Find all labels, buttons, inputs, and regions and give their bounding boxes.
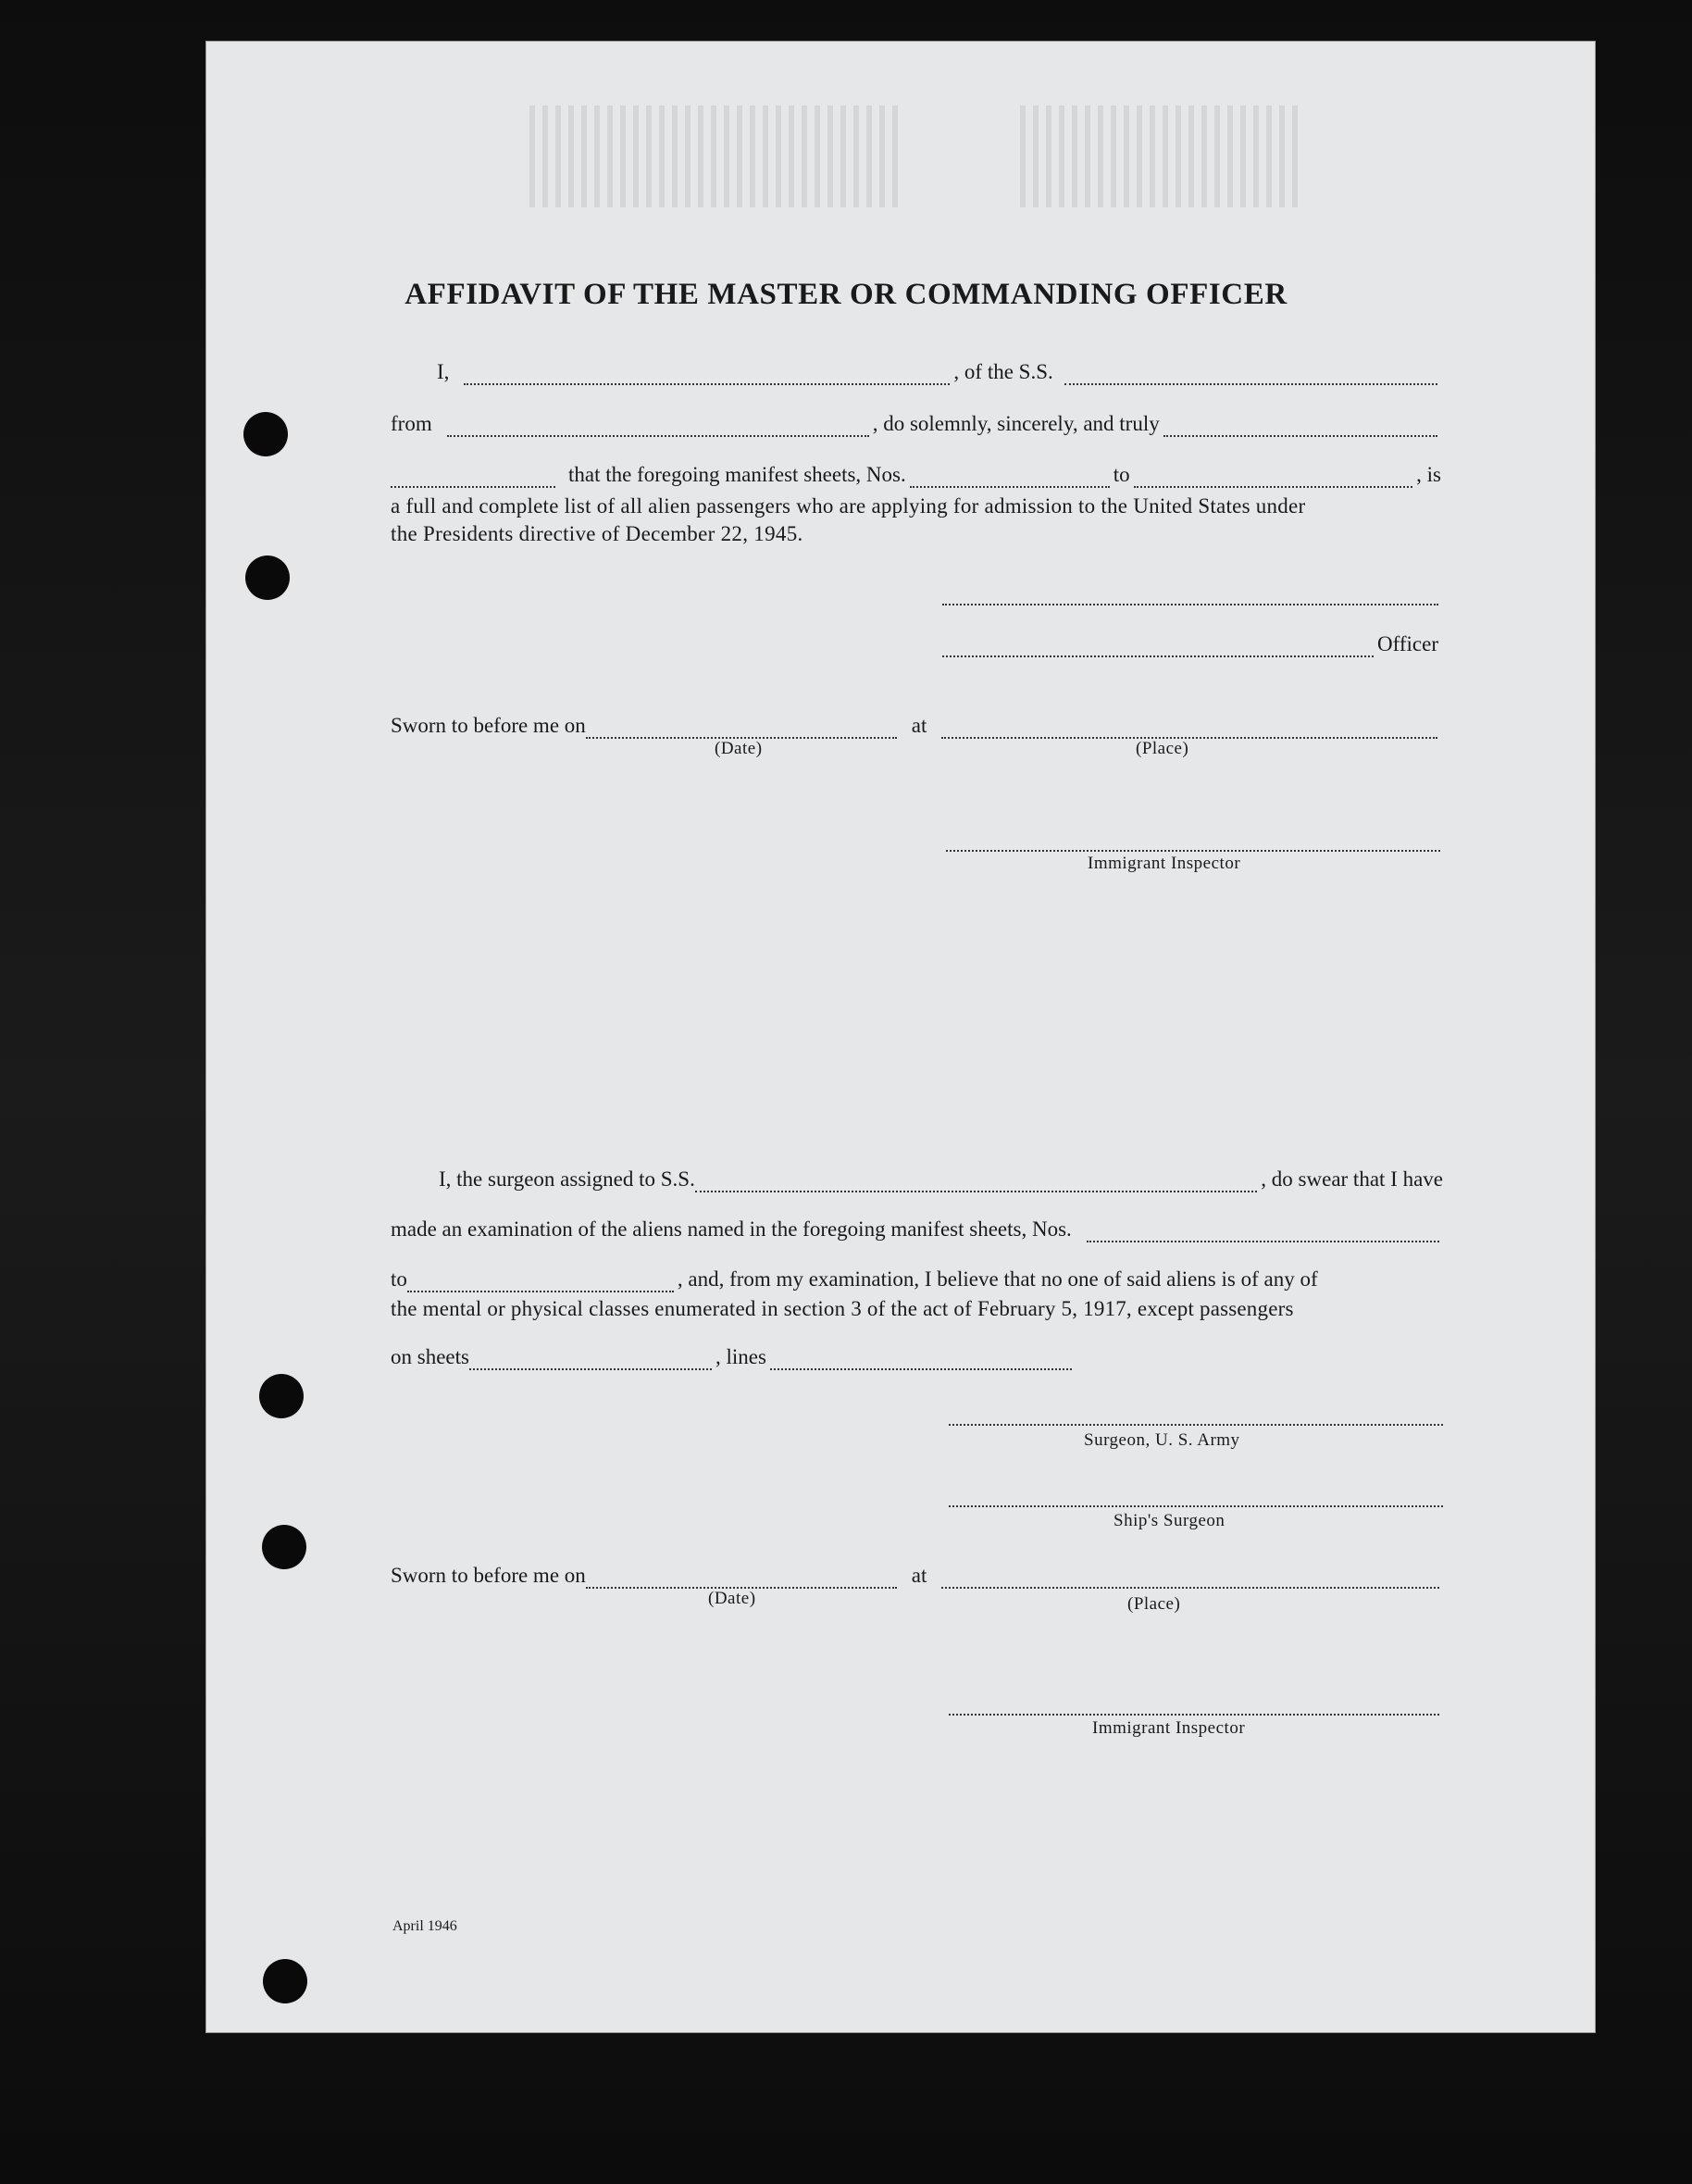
punch-hole — [262, 1525, 306, 1569]
sworn2-date-label: (Date) — [708, 1589, 756, 1608]
master-signature-line[interactable] — [942, 602, 1438, 605]
master-l2-from: from — [391, 412, 432, 435]
sworn1-date-label: (Date) — [715, 739, 763, 758]
oath-continued-field[interactable] — [391, 466, 555, 488]
ship-surgeon-label: Ship's Surgeon — [1113, 1511, 1225, 1530]
sworn1-at: at — [911, 714, 927, 737]
master-line-2 — [391, 411, 1441, 437]
inspector2-signature-line[interactable] — [949, 1712, 1439, 1716]
army-surgeon-label: Surgeon, U. S. Army — [1084, 1430, 1240, 1450]
master-l2-text: , do solemnly, sincerely, and truly — [872, 412, 1160, 435]
exception-sheets-field[interactable] — [469, 1348, 712, 1370]
sworn1-place-field[interactable] — [941, 717, 1437, 739]
surgeon-line-2 — [391, 1217, 1443, 1242]
inspector2-label: Immigrant Inspector — [1092, 1718, 1246, 1738]
master-l3-to: to — [1113, 463, 1130, 486]
sworn2-prefix: Sworn to before me on — [391, 1564, 586, 1587]
sworn1-place-label: (Place) — [1136, 739, 1189, 758]
oath-field[interactable] — [1163, 415, 1437, 437]
master-l3-text: that the foregoing manifest sheets, Nos. — [568, 463, 906, 486]
sworn2-at: at — [911, 1564, 927, 1587]
punch-hole — [245, 555, 290, 600]
inspector1-label: Immigrant Inspector — [1088, 854, 1241, 873]
surgeon-sheets-to-field[interactable] — [407, 1270, 674, 1292]
punch-hole — [243, 412, 288, 456]
officer-line — [942, 631, 1438, 657]
sworn1-prefix: Sworn to before me on — [391, 714, 586, 737]
sworn-line-1 — [391, 713, 1441, 739]
faded-stamp — [1020, 106, 1298, 207]
sworn2-place-field[interactable] — [941, 1566, 1439, 1589]
master-l1-ss: , of the S.S. — [953, 360, 1053, 383]
surgeon-ship-field[interactable] — [695, 1170, 1257, 1192]
punch-hole — [259, 1374, 304, 1418]
officer-signature-field[interactable] — [942, 635, 1374, 657]
port-field[interactable] — [447, 415, 869, 437]
master-l1-prefix: I, — [437, 360, 450, 383]
master-l3-is: , is — [1416, 463, 1441, 486]
master-name-field[interactable] — [464, 363, 950, 385]
ship-name-field[interactable] — [1064, 363, 1437, 385]
form-sheet — [205, 41, 1596, 2033]
surgeon-l3-to: to — [391, 1267, 407, 1291]
inspector1-signature-line[interactable] — [946, 848, 1440, 852]
surgeon-line-3 — [391, 1267, 1443, 1292]
surgeon-l3-text: , and, from my examination, I believe that no one of said aliens is of any of — [677, 1267, 1318, 1291]
form-date-footer: April 1946 — [392, 1918, 457, 1934]
surgeon-line-5 — [391, 1344, 1076, 1370]
master-line-3 — [391, 462, 1441, 488]
surgeon-l5-prefix: on sheets — [391, 1345, 469, 1368]
surgeon-l1-suffix: , do swear that I have — [1261, 1167, 1443, 1191]
faded-stamp — [529, 106, 900, 207]
ship-surgeon-signature-line[interactable] — [949, 1504, 1443, 1507]
surgeon-l1-prefix: I, the surgeon assigned to S.S. — [439, 1167, 695, 1191]
master-line-1 — [437, 359, 1441, 385]
exception-lines-field[interactable] — [770, 1348, 1072, 1370]
surgeon-l2-text: made an examination of the aliens named in the foregoing manifest sheets, Nos. — [391, 1217, 1072, 1241]
punch-hole — [263, 1959, 307, 2003]
sworn1-date-field[interactable] — [586, 717, 897, 739]
surgeon-sheets-field[interactable] — [1087, 1220, 1439, 1242]
officer-label: Officer — [1377, 632, 1438, 655]
surgeon-line-4: the mental or physical classes enumerated in section 3 of the act of February 5, 1917, except passengers — [391, 1297, 1294, 1320]
sworn2-place-label: (Place) — [1127, 1594, 1181, 1614]
form-title: AFFIDAVIT OF THE MASTER OR COMMANDING OFFICER — [404, 278, 1288, 311]
master-line-5: the Presidents directive of December 22, 1945. — [391, 522, 803, 545]
surgeon-line-1 — [439, 1167, 1443, 1192]
sworn2-date-field[interactable] — [586, 1566, 897, 1589]
army-surgeon-signature-line[interactable] — [949, 1422, 1443, 1426]
sworn-line-2 — [391, 1563, 1443, 1589]
master-line-4: a full and complete list of all alien passengers who are applying for admission to the United States under — [391, 494, 1306, 518]
sheet-from-field[interactable] — [910, 466, 1110, 488]
surgeon-l5-lines: , lines — [715, 1345, 766, 1368]
sheet-to-field[interactable] — [1134, 466, 1413, 488]
